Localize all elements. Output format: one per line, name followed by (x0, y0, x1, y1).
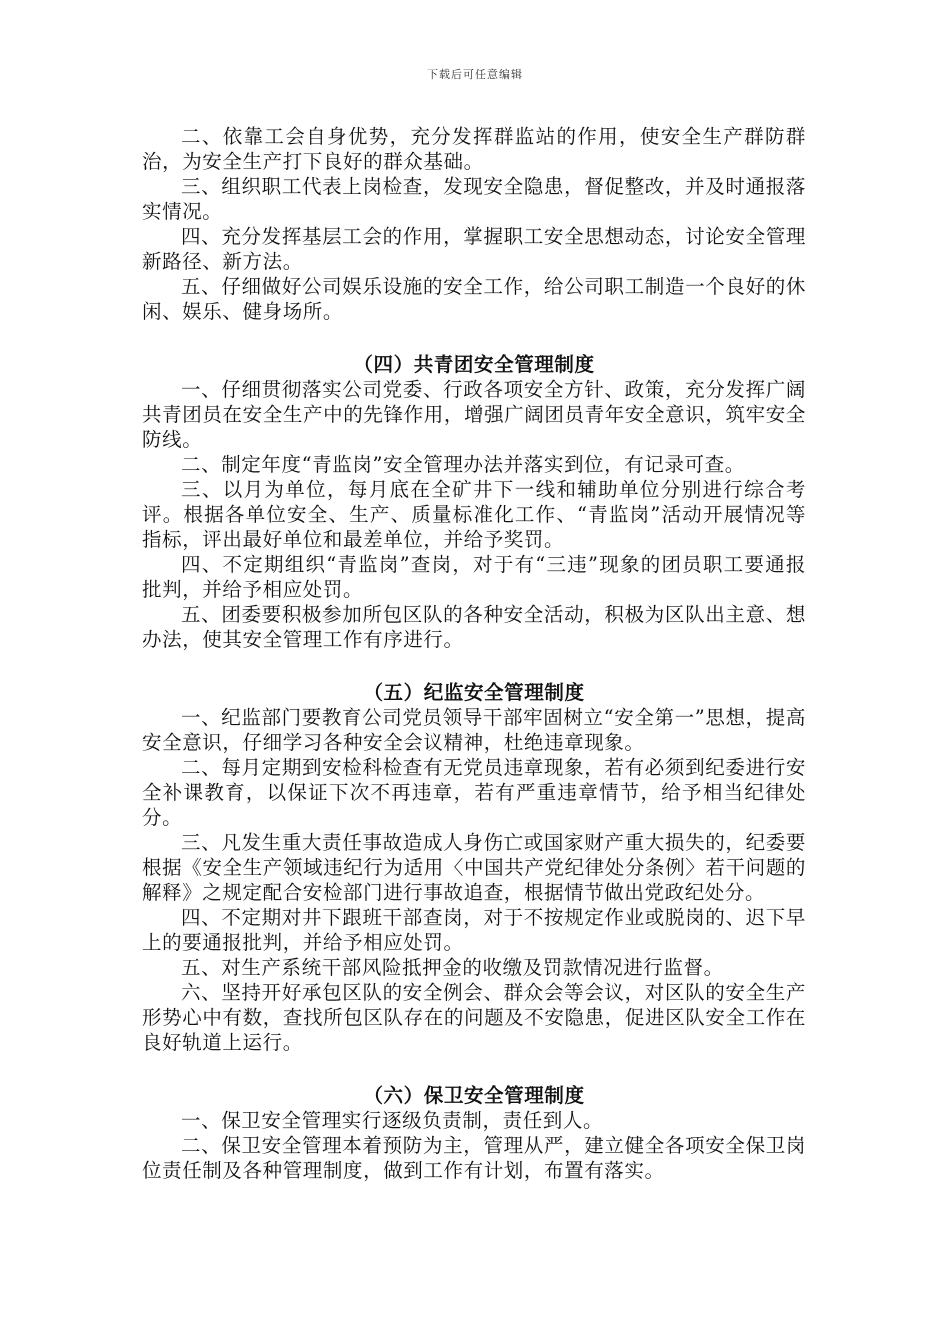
paragraph: 四、不定期组织“青监岗”查岗，对于有“三违”现象的团员职工要通报批判，并给予相应处罚。 (142, 553, 806, 601)
paragraph: 一、仔细贯彻落实公司党委、行政各项安全方针、政策，充分发挥广阔共青团员在安全生产中的先锋作用，增强广阔团员青年安全意识，筑牢安全防线。 (142, 378, 806, 451)
paragraph: 二、制定年度“青监岗”安全管理办法并落实到位，有记录可查。 (181, 453, 745, 476)
section-youth-league (142, 352, 806, 652)
paragraph: 一、纪监部门要教育公司党员领导干部牢固树立“安全第一”思想，提高安全意识，仔细学习各种安全会议精神，杜绝违章现象。 (142, 706, 806, 754)
paragraph: 二、保卫安全管理本着预防为主，管理从严，建立健全各项安全保卫岗位责任制及各种管理制度，做到工作有计划，布置有落实。 (142, 1134, 806, 1182)
document-body (142, 124, 806, 1183)
paragraph: 六、坚持开好承包区队的安全例会、群众会等会议，对区队的安全生产形势心中有数，查找所包区队存在的问题及不安隐患，促进区队安全工作在良好轨道上运行。 (142, 981, 806, 1054)
paragraph: 二、依靠工会自身优势，充分发挥群监站的作用，使安全生产群防群治，为安全生产打下良好的群众基础。 (142, 125, 806, 173)
page-header: 下载后可任意编辑 (427, 68, 523, 81)
section-heading: （五）纪监安全管理制度 (363, 681, 585, 704)
paragraph: 四、充分发挥基层工会的作用，掌握职工安全思想动态，讨论安全管理新路径、新方法。 (142, 225, 806, 273)
paragraph: 三、凡发生重大责任事故造成人身伤亡或国家财产重大损失的，纪委要根据《安全生产领域违纪行为适用〈中国共产党纪律处分条例〉若干问题的解释》之规定配合安检部门进行事故追查，根据情节做出党政纪处分。 (142, 831, 806, 904)
paragraph: 三、组织职工代表上岗检查，发现安全隐患，督促整改，并及时通报落实情况。 (142, 175, 806, 223)
section-security (142, 1083, 806, 1183)
paragraph: 五、对生产系统干部风险抵押金的收缴及罚款情况进行监督。 (181, 956, 724, 979)
section-heading: （四）共青团安全管理制度 (353, 353, 595, 376)
paragraph: 三、以月为单位，每月底在全矿井下一线和辅助单位分别进行综合考评。根据各单位安全、生产、质量标准化工作、“青监岗”活动开展情况等指标，评出最好单位和最差单位，并给予奖罚。 (142, 478, 806, 551)
section-heading: （六）保卫安全管理制度 (363, 1084, 585, 1107)
paragraph: 五、团委要积极参加所包区队的各种安全活动，积极为区队出主意、想办法，使其安全管理工作有序进行。 (142, 603, 806, 651)
paragraph: 五、仔细做好公司娱乐设施的安全工作，给公司职工制造一个良好的休闲、娱乐、健身场所。 (142, 275, 806, 323)
paragraph: 一、保卫安全管理实行逐级负责制，责任到人。 (181, 1109, 604, 1132)
section-continuation (142, 124, 806, 324)
section-discipline (142, 680, 806, 1055)
paragraph: 四、不定期对井下跟班干部查岗，对于不按规定作业或脱岗的、迟下早上的要通报批判，并给予相应处罚。 (142, 906, 806, 954)
paragraph: 二、每月定期到安检科检查有无党员违章现象，若有必须到纪委进行安全补课教育，以保证下次不再违章，若有严重违章情节，给予相当纪律处分。 (142, 756, 806, 829)
